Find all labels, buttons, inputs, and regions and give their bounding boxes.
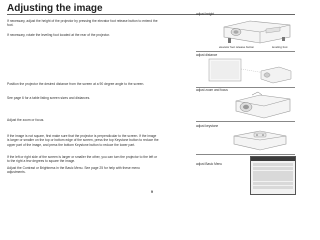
para-zoom-focus: Adjust the zoom or focus. xyxy=(7,118,45,122)
para-contrast: Adjust the Contrast or Brightness in the Basic Menu. See page 25 for help with these menu adjustments. xyxy=(7,166,140,175)
title-rule xyxy=(7,14,295,15)
section-divider xyxy=(196,154,295,155)
label-adjust-basic-menu: adjust Basic Menu xyxy=(196,162,223,166)
para-turn-projector: If the left or right side of the screen is larger or smaller the other, you can turn the projector to the left or to the right a few degrees to square the image. xyxy=(7,155,158,164)
label-adjust-zoom-focus: adjust zoom and focus xyxy=(196,88,228,92)
para-keystone: If the image is not square, first make sure that the projector is perpendicular to the screen. If the image is larger or smaller on the top or bottom edge of the screen, press the top Keystone button to reduce the upper part of the image, and press the bottom Keystone button to reduce the lower part. xyxy=(7,134,159,147)
menu-row xyxy=(253,167,293,170)
menu-row xyxy=(253,178,293,181)
label-adjust-distance: adjust distance xyxy=(196,53,218,57)
menu-header xyxy=(251,157,295,161)
menu-row xyxy=(253,174,293,177)
label-adjust-keystone: adjust keystone xyxy=(196,124,219,128)
menu-row xyxy=(253,171,293,174)
para-adjust-height: If necessary, adjust the height of the projector by pressing the elevator foot release button to extend the foot. xyxy=(7,19,158,28)
para-position-projector: Position the projector the desired distance from the screen at a 90 degree angle to the screen. xyxy=(7,82,145,86)
para-rotate-foot: If necessary, rotate the leveling foot located at the rear of the projector. xyxy=(7,33,110,37)
caption-elevator-button: elevator foot release button xyxy=(219,45,255,49)
projector-keystone-illustration xyxy=(230,128,290,157)
menu-list xyxy=(253,163,293,189)
menu-row xyxy=(253,163,293,166)
page-number: 9 xyxy=(151,190,153,194)
section-divider xyxy=(196,121,295,122)
basic-menu-screenshot xyxy=(250,156,296,195)
menu-row xyxy=(253,182,293,185)
para-see-page: See page 6 for a table listing screen sizes and distances. xyxy=(7,96,91,100)
section-divider xyxy=(196,51,295,52)
caption-leveling-foot: leveling foot xyxy=(272,45,288,49)
page-title: Adjusting the image xyxy=(7,3,103,14)
label-adjust-height: adjust height xyxy=(196,12,215,16)
menu-row xyxy=(253,186,293,189)
